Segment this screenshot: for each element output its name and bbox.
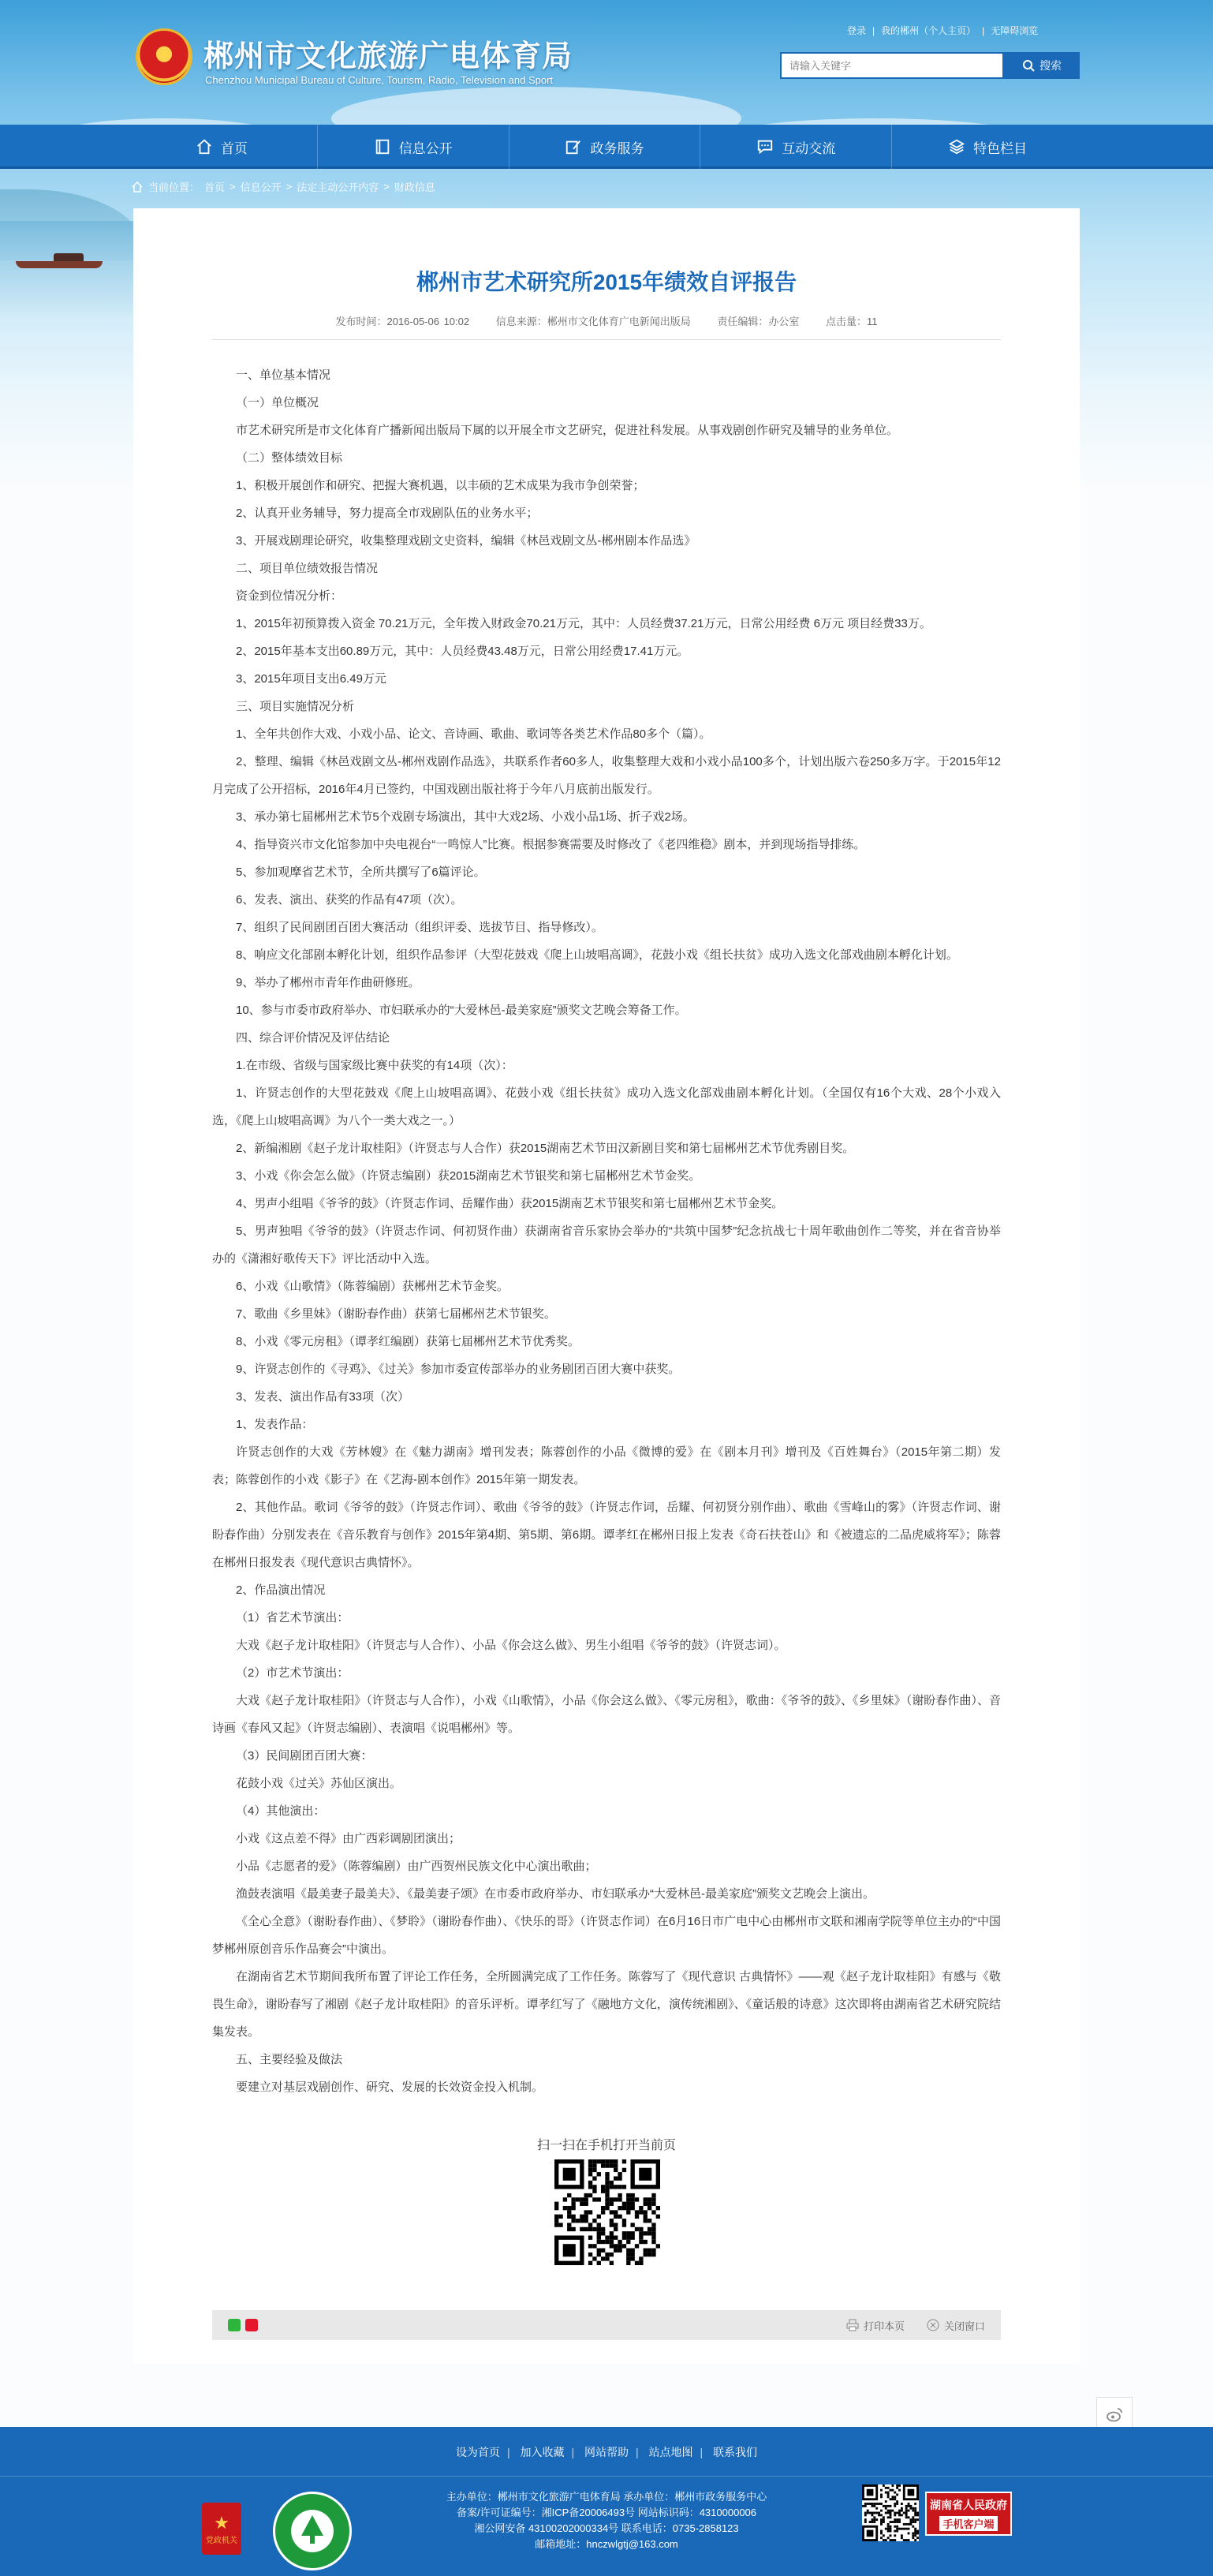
article-paragraph: 二、项目单位绩效报告情况	[236, 562, 379, 575]
article-paragraph: 3、开展戏剧理论研究，收集整理戏剧文史资料，编辑《林邑戏剧文丛-郴州剧本作品选》	[236, 534, 696, 548]
article-paragraph: （一）单位概况	[236, 396, 319, 409]
article-paragraph: 8、响应文化部剧本孵化计划，组织作品参评（大型花鼓戏《爬上山坡唱高调》，花鼓小戏《组长扶贫》成功入选文化部戏曲剧本孵化计划。	[236, 948, 958, 962]
article-paragraph: 渔鼓表演唱《最美妻子最美夫》、《最美妻子颂》在市委市政府举办、市妇联承办“大爱林邑-最美家庭”颁奖文艺晚会上演出。	[236, 1887, 875, 1901]
printer-icon	[846, 2319, 859, 2331]
footer-link[interactable]: 加入收藏	[520, 2446, 565, 2458]
article-paragraph: 9、举办了郴州市青年作曲研修班。	[236, 976, 420, 989]
article-paragraph: 小品《志愿者的爱》（陈蓉编剧）由广西贺州民族文化中心演出歌曲；	[236, 1860, 597, 1873]
article-paragraph: 3、发表、演出作品有33项（次）	[236, 1390, 410, 1404]
home-icon	[196, 138, 213, 155]
wechat-icon[interactable]	[228, 2319, 241, 2331]
breadcrumb-item[interactable]: 财政信息	[394, 181, 435, 193]
article-paragraph: 四、综合评价情况及评估结论	[236, 1031, 390, 1045]
weibo-icon[interactable]	[245, 2319, 258, 2331]
accessibility-link[interactable]: 无障碍浏览	[991, 25, 1039, 36]
article-paragraph: 1.在市级、省级与国家级比赛中获奖的有14项（次）：	[236, 1059, 513, 1072]
top-links: 登录 | 我的郴州（个人主页） | 无障碍浏览	[847, 24, 1039, 36]
footer-links: 设为首页 | 加入收藏 | 网站帮助 | 站点地图 | 联系我们	[455, 2446, 758, 2458]
article-paragraph: 7、歌曲《乡里妹》（谢盼春作曲）获第七届郴州艺术节银奖。	[236, 1307, 556, 1321]
article-paragraph: 一、单位基本情况	[236, 368, 331, 382]
share-icons	[228, 2319, 258, 2331]
article-paragraph: 三、项目实施情况分析	[236, 700, 355, 713]
article-paragraph: 2、整理、编辑《林邑戏剧文丛-郴州戏剧作品选》，共联系作者60多人，收集整理大戏和小戏小品100多个，计划出版六卷250多万字。于2015年12月完成了公开招标，2016年4月已签约，中国戏剧出版社将于今年八月底前出版发行。	[212, 755, 1001, 796]
article-paragraph: 许贤志创作的大戏《芳林嫂》在《魅力湖南》增刊发表；陈蓉创作的小品《微博的爱》在《剧本月刊》增刊及《百姓舞台》（2015年第二期）发表；陈蓉创作的小戏《影子》在《艺海-剧本创作》2015年第一期发表。	[212, 1445, 1001, 1486]
article-paragraph: 4、指导资兴市文化馆参加中央电视台“一鸣惊人”比赛。根据参赛需要及时修改了《老四维稳》剧本，并到现场指导排练。	[236, 838, 866, 851]
footer	[0, 2427, 1213, 2576]
hunan-gov-app-badge[interactable]: 湖南省人民政府 手机客户端	[925, 2492, 1012, 2536]
search-icon	[1022, 59, 1035, 72]
login-link[interactable]: 登录	[847, 25, 867, 36]
article-paragraph: 2、新编湘剧《赵子龙计取桂阳》（许贤志与人合作）获2015湖南艺术节田汉新剧目奖和第七届郴州艺术节优秀剧目奖。	[236, 1142, 855, 1155]
publish-time: 发布时间：2016-05-06 10:02	[335, 316, 470, 327]
article-paragraph: 在湖南省艺术节期间我所布置了评论工作任务，全所圆满完成了工作任务。陈蓉写了《现代意识 古典情怀》——观《赵子龙计取桂阳》有感与《敬畏生命》，谢盼春写了湘剧《赵子龙计取桂阳》的音乐评析。谭孝红写了《融地方文化，演传统湘剧》、《童话般的诗意》这次即将由湖南省艺术研究院结集发表。	[212, 1970, 1001, 2039]
edit-icon	[565, 138, 582, 155]
breadcrumb-item[interactable]: 首页	[204, 181, 226, 193]
breadcrumb-item[interactable]: 法定主动公开内容	[297, 181, 379, 193]
article-paragraph: 大戏《赵子龙计取桂阳》（许贤志与人合作），小戏《山歌情》，小品《你会这么做》、《零元房租》，歌曲：《爷爷的鼓》、《乡里妹》（谢盼春作曲）、音诗画《春风又起》（许贤志编剧）、表演唱《说唱郴州》等。	[212, 1694, 1001, 1735]
article-paragraph: 3、2015年项目支出6.49万元	[236, 672, 386, 686]
article-paragraph: 五、主要经验及做法	[236, 2053, 343, 2066]
article-paragraph: 《全心全意》（谢盼春作曲）、《梦聆》（谢盼春作曲）、《快乐的哥》（许贤志作词）在6月16日市广电中心由郴州市文联和湘南学院等单位主办的“中国梦郴州原创音乐作品赛会”中演出。	[212, 1915, 1001, 1956]
book-icon	[374, 138, 391, 155]
weibo-icon	[1105, 2406, 1124, 2425]
article-paragraph: 2、认真开业务辅导，努力提高全市戏剧队伍的业务水平；	[236, 507, 539, 520]
nav-item-gov-service[interactable]: 政务服务	[509, 125, 701, 169]
close-window-button[interactable]: 关闭窗口	[927, 2318, 985, 2333]
article-paragraph: 5、男声独唱《爷爷的鼓》（许贤志作词、何初贤作曲）获湖南省音乐家协会举办的“共筑中国梦”纪念抗战七十周年歌曲创作二等奖，并在省音协举办的《潇湘好歌传天下》评比活动中入选。	[212, 1224, 1001, 1266]
qr-code	[554, 2159, 660, 2265]
article-paragraph: 3、承办第七届郴州艺术节5个戏剧专场演出，其中大戏2场、小戏小品1场、折子戏2场。	[236, 810, 695, 824]
national-emblem-icon: ★	[136, 28, 192, 85]
article-paragraph: （2）市艺术节演出：	[236, 1666, 349, 1680]
article-paragraph: 3、小戏《你会怎么做》（许贤志编剧）获2015湖南艺术节银奖和第七届郴州艺术节金奖。	[236, 1169, 701, 1183]
article-paragraph: 2、其他作品。歌词《爷爷的鼓》（许贤志作词）、歌曲《爷爷的鼓》（许贤志作词，岳耀、何初贤分别作曲）、歌曲《雪峰山的雾》（许贤志作词、谢盼春作曲）分别发表在《音乐教育与创作》2015年第4期、第5期、第6期。谭孝红在郴州日报上发表《奇石扶苍山》和《被遗忘的二品虎威将军》；陈蓉在郴州日报发表《现代意识古典情怀》。	[212, 1501, 1001, 1569]
article-paragraph: 市艺术研究所是市文化体育广播新闻出版局下属的以开展全市文艺研究，促进社科发展。从事戏剧创作研究及辅导的业务单位。	[236, 424, 899, 437]
article-paragraph: 1、全年共创作大戏、小戏小品、论文、音诗画、歌曲、歌词等各类艺术作品80多个（篇）。	[236, 727, 711, 741]
article-paragraph: 1、发表作品：	[236, 1418, 314, 1431]
footer-qr-code	[862, 2484, 919, 2541]
my-homepage-link[interactable]: 我的郴州（个人主页）	[881, 25, 976, 36]
site-header	[0, 0, 1213, 125]
search-button[interactable]: 搜索	[1004, 52, 1080, 79]
breadcrumb-item[interactable]: 信息公开	[240, 181, 282, 193]
article-paragraph: 8、小戏《零元房租》（谭孝红编剧）获第七届郴州艺术节优秀奖。	[236, 1335, 580, 1348]
article-paragraph: （1）省艺术节演出：	[236, 1611, 349, 1624]
breadcrumb: 当前位置： 首页 > 信息公开 > 法定主动公开内容 > 财政信息	[131, 179, 435, 194]
article-paragraph: 7、组织了民间剧团百团大赛活动（组织评委、选拔节目、指导修改）。	[236, 921, 603, 934]
article-paragraph: 小戏《这点差不得》由广西彩调剧团演出；	[236, 1832, 461, 1845]
article-meta	[133, 313, 1080, 328]
article-paragraph: 4、男声小组唱《爷爷的鼓》（许贤志作词、岳耀作曲）获2015湖南艺术节银奖和第七届郴州艺术节金奖。	[236, 1197, 784, 1210]
print-button[interactable]: 打印本页	[846, 2318, 905, 2333]
footer-link[interactable]: 站点地图	[648, 2446, 693, 2458]
boat-image	[16, 251, 103, 268]
article-paragraph: 2、2015年基本支出60.89万元，其中：人员经费43.48万元，日常公用经费17.41万元。	[236, 645, 689, 658]
hit-count: 点击量：11	[826, 316, 878, 327]
nav-item-interaction[interactable]: 互动交流	[700, 125, 892, 169]
article-paragraph: 资金到位情况分析：	[236, 589, 343, 603]
search-input[interactable]	[780, 52, 1004, 79]
nav-item-info-disclosure[interactable]: 信息公开	[318, 125, 509, 169]
article-paragraph: （4）其他演出：	[236, 1804, 326, 1818]
article-paragraph: 6、发表、演出、获奖的作品有47项（次）。	[236, 893, 463, 907]
footer-link[interactable]: 联系我们	[713, 2446, 758, 2458]
close-icon	[927, 2319, 939, 2331]
article-paragraph: 花鼓小戏《过关》苏仙区演出。	[236, 1777, 402, 1790]
article-paragraph: 1、2015年初预算拨入资金 70.21万元，全年拨入财政金70.21万元，其中：人员经费37.21万元，日常公用经费 6万元 项目经费33万。	[236, 617, 931, 630]
divider	[212, 339, 1001, 340]
qr-label: 扫一扫在手机打开当前页	[536, 2139, 676, 2152]
article-paragraph: 6、小戏《山歌情》（陈蓉编剧）获郴州艺术节金奖。	[236, 1280, 509, 1293]
article-body	[212, 361, 1001, 2101]
article-paragraph: 10、参与市委市政府举办、市妇联承办的“大爱林邑-最美家庭”颁奖文艺晚会筹备工作。	[236, 1004, 687, 1017]
layers-icon	[948, 138, 965, 155]
article-title: 郴州市艺术研究所2015年绩效自评报告	[416, 270, 797, 294]
editor: 责任编辑：办公室	[717, 316, 800, 327]
nav-item-home[interactable]: 首页	[126, 125, 318, 169]
footer-link[interactable]: 设为首页	[455, 2446, 500, 2458]
chat-icon	[756, 138, 774, 155]
article-paragraph: 9、许贤志创作的《寻鸡》、《过关》参加市委宣传部举办的业务剧团百团大赛中获奖。	[236, 1363, 681, 1376]
footer-link[interactable]: 网站帮助	[584, 2446, 629, 2458]
article-paragraph: 1、积极开展创作和研究、把握大赛机遇，以丰硕的艺术成果为我市争创荣誉；	[236, 479, 645, 492]
info-source: 信息来源：郴州市文化体育广电新闻出版局	[495, 316, 691, 327]
article-paragraph: 5、参加观摩省艺术节，全所共撰写了6篇评论。	[236, 866, 486, 879]
nav-item-featured[interactable]: 特色栏目	[892, 125, 1083, 169]
article-paragraph: （二）整体绩效目标	[236, 451, 343, 465]
site-subtitle: Chenzhou Municipal Bureau of Culture, Tourism, Radio, Television and Sport	[205, 74, 554, 86]
footer-info: 主办单位：郴州市文化旅游广电体育局 承办单位：郴州市政务服务中心 备案/许可证编号：湘ICP备20006493号 网站标识码：4310000006 湘公网安备 43100202000334号 联系电话：0735-2858123 邮箱地址：hnczwlgtj@163.com	[446, 2491, 767, 2550]
party-gov-badge[interactable]: ★ 党政机关	[202, 2503, 241, 2555]
main-nav	[0, 125, 1213, 169]
article-paragraph: 1、许贤志创作的大型花鼓戏《爬上山坡唱高调》、花鼓小戏《组长扶贫》成功入选文化部戏曲剧本孵化计划。（全国仅有16个大戏、28个小戏入选，《爬上山坡唱高调》为八个一类大戏之一。）	[212, 1086, 1001, 1127]
article-paragraph: 大戏《赵子龙计取桂阳》（许贤志与人合作）、小品《你会这么做》、男生小组唱《爷爷的鼓》（许贤志词）。	[236, 1639, 786, 1652]
article-paragraph: 2、作品演出情况	[236, 1583, 326, 1597]
article-paragraph: （3）民间剧团百团大赛：	[236, 1749, 373, 1763]
site-title[interactable]: 郴州市文化旅游广电体育局	[203, 40, 573, 73]
article-toolbar	[212, 2310, 1001, 2340]
article-paragraph: 要建立对基层戏剧创作、研究、发展的长效资金投入机制。	[236, 2081, 544, 2094]
article-container	[133, 208, 1080, 2364]
location-icon	[131, 181, 144, 193]
